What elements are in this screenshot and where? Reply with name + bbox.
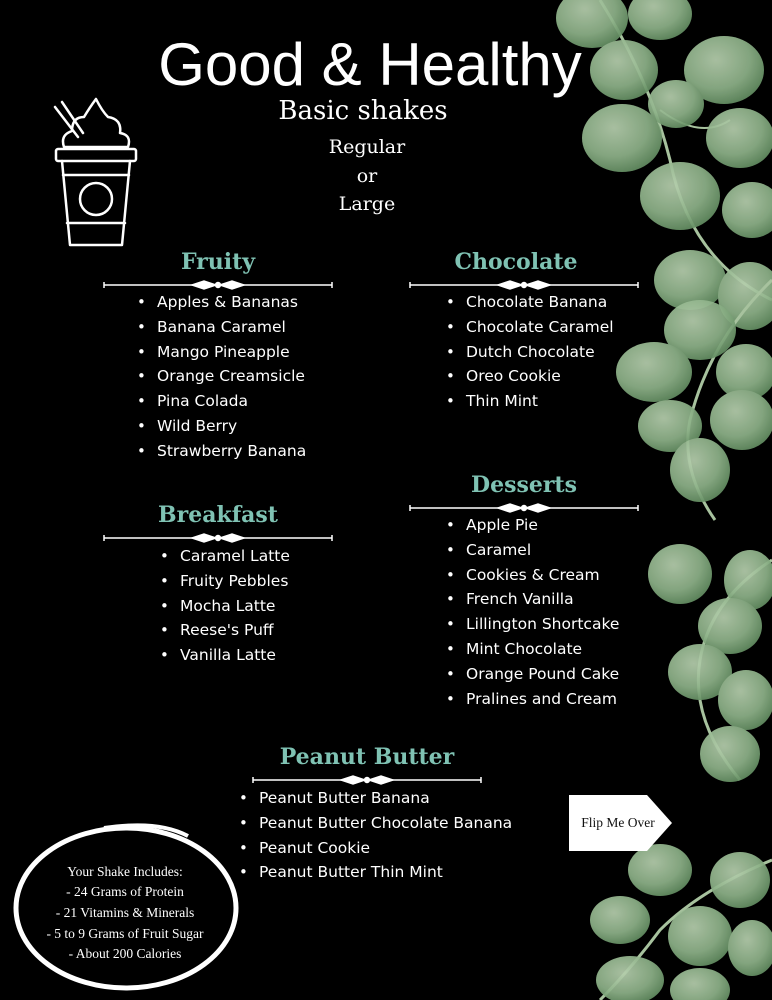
flip-label-text: Flip Me Over	[581, 815, 655, 830]
breakfast-divider	[100, 531, 336, 545]
list-item: • Fruity Pebbles	[160, 569, 290, 594]
page-title: Good & Healthy	[158, 31, 582, 98]
size-regular: Regular	[328, 136, 406, 158]
breakfast-title: Breakfast	[158, 502, 278, 528]
includes-line: - About 200 Calories	[68, 946, 182, 961]
list-item: • Mocha Latte	[160, 594, 290, 619]
list-item: • Banana Caramel	[137, 315, 306, 340]
chocolate-title: Chocolate	[454, 249, 578, 275]
list-item: • Pralines and Cream	[446, 687, 619, 712]
desserts-list	[446, 513, 619, 711]
list-item: • Apple Pie	[446, 513, 619, 538]
breakfast-list	[160, 544, 290, 668]
list-item: • Apples & Bananas	[137, 290, 306, 315]
list-item: • Chocolate Caramel	[446, 315, 614, 340]
list-item: • Vanilla Latte	[160, 643, 290, 668]
chocolate-list	[446, 290, 614, 414]
list-item: • Mint Chocolate	[446, 637, 619, 662]
includes-heading: Your Shake Includes:	[67, 864, 183, 879]
list-item: • Cookies & Cream	[446, 563, 619, 588]
list-item: • Orange Creamsicle	[137, 364, 306, 389]
includes-line: - 21 Vitamins & Minerals	[55, 905, 195, 920]
list-item: • Mango Pineapple	[137, 340, 306, 365]
list-item: • French Vanilla	[446, 587, 619, 612]
includes-line: - 24 Grams of Protein	[66, 884, 184, 899]
list-item: • Caramel Latte	[160, 544, 290, 569]
list-item: • Orange Pound Cake	[446, 662, 619, 687]
list-item: • Strawberry Banana	[137, 439, 306, 464]
list-item: • Pina Colada	[137, 389, 306, 414]
fruity-list	[137, 290, 306, 464]
list-item: • Thin Mint	[446, 389, 614, 414]
peanut-butter-list	[239, 786, 512, 885]
list-item: • Lillington Shortcake	[446, 612, 619, 637]
size-large: Large	[338, 193, 396, 215]
list-item: • Caramel	[446, 538, 619, 563]
peanut-butter-divider	[249, 773, 485, 787]
includes-line: - 5 to 9 Grams of Fruit Sugar	[46, 926, 204, 941]
list-item: • Chocolate Banana	[446, 290, 614, 315]
shake-cup-icon	[50, 95, 142, 250]
list-item: • Peanut Cookie	[239, 836, 512, 861]
list-item: • Peanut Butter Thin Mint	[239, 860, 512, 885]
size-or: or	[356, 165, 378, 187]
list-item: • Reese's Puff	[160, 618, 290, 643]
list-item: • Oreo Cookie	[446, 364, 614, 389]
fruity-title: Fruity	[180, 249, 256, 275]
peanut-butter-title: Peanut Butter	[279, 744, 455, 770]
list-item: • Peanut Butter Chocolate Banana	[239, 811, 512, 836]
page-subtitle: Basic shakes	[278, 96, 448, 126]
list-item: • Dutch Chocolate	[446, 340, 614, 365]
flip-me-over-label	[569, 795, 673, 851]
list-item: • Wild Berry	[137, 414, 306, 439]
desserts-title: Desserts	[471, 472, 577, 498]
list-item: • Peanut Butter Banana	[239, 786, 512, 811]
